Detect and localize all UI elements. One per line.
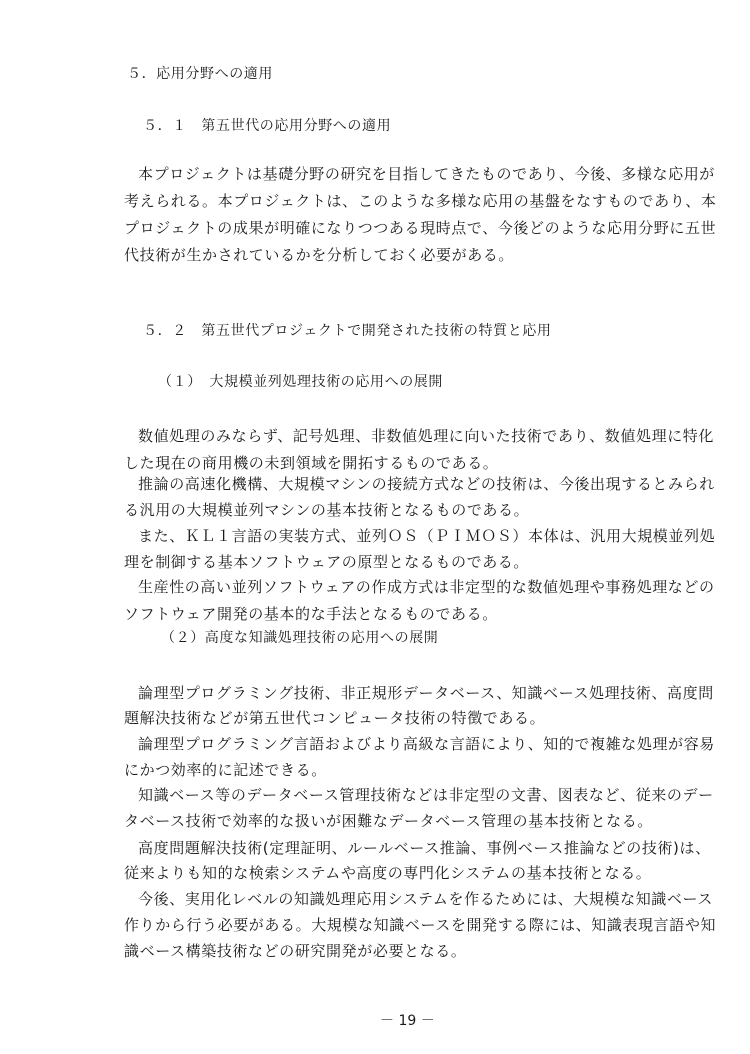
paragraph-line: 今後、実用化レベルの知識処理応用システムを作るためには、大規模な知識ベース bbox=[138, 890, 713, 908]
paragraph-line: 推論の高速化機構、大規模マシンの接続方式などの技術は、今後出現するとみられ bbox=[138, 475, 715, 493]
section-heading-5-2: ５．２ 第五世代プロジェクトで開発された技術の特質と応用 bbox=[143, 323, 552, 339]
paragraph-line: 代技術が生かされているかを分析しておく必要がある。 bbox=[124, 246, 515, 264]
paragraph-line: また、ＫＬ１言語の実装方式、並列ＯＳ（ＰＩＭＯＳ）本体は、汎用大規模並列処 bbox=[138, 527, 716, 545]
paragraph-line: 従来よりも知的な検索システムや高度の専門化システムの基本技術となる。 bbox=[124, 864, 652, 882]
section-heading-5-1: ５．１ 第五世代の応用分野への適用 bbox=[143, 118, 392, 134]
paragraph-line: る汎用の大規模並列マシンの基本技術となるものである。 bbox=[124, 501, 530, 519]
page-number: － 19 － bbox=[380, 1013, 435, 1029]
paragraph-line: 題解決技術などが第五世代コンピュータ技術の特徴である。 bbox=[124, 709, 546, 727]
paragraph-line: プロジェクトの成果が明確になりつつある現時点で、今後どのような応用分野に五世 bbox=[124, 219, 717, 237]
paragraph-line: タベース技術で効率的な扱いが困難なデータベース管理の基本技術となる。 bbox=[124, 812, 653, 830]
paragraph-line: 生産性の高い並列ソフトウェアの作成方式は非定型的な数値処理や事務処理などの bbox=[138, 578, 715, 596]
paragraph-line: 数値処理のみならず、記号処理、非数値処理に向いた技術であり、数値処理に特化 bbox=[138, 427, 715, 445]
paragraph-line: 論理型プログラミング技術、非正規形データベース、知識ベース処理技術、高度問 bbox=[138, 684, 714, 702]
paragraph-line: 知識ベース等のデータベース管理技術などは非定型の文書、図表など、従来のデー bbox=[138, 786, 714, 804]
paragraph-line: 識ベース構築技術などの研究開発が必要となる。 bbox=[124, 942, 467, 960]
paragraph-line: ソフトウェア開発の基本的な手法となるものである。 bbox=[124, 605, 498, 623]
paragraph-line: 論理型プログラミング言語およびより高級な言語により、知的で複雑な処理が容易 bbox=[138, 735, 715, 753]
paragraph-line: 理を制御する基本ソフトウェアの原型となるものである。 bbox=[124, 553, 530, 571]
paragraph-line: 高度問題解決技術(定理証明、ルールベース推論、事例ベース推論などの技術)は、 bbox=[138, 839, 711, 857]
paragraph-line: した現在の商用機の未到領域を開拓するものである。 bbox=[124, 454, 499, 472]
paragraph-line: にかつ効率的に記述できる。 bbox=[124, 761, 327, 779]
subsection-heading-2: （２）高度な知識処理技術の応用への展開 bbox=[161, 630, 439, 646]
paragraph-line: 考えられる。本プロジェクトは、このような多様な応用の基盤をなすものであり、本 bbox=[124, 192, 717, 210]
paragraph-line: 作りから行う必要がある。大規模な知識ベースを開発する際には、知識表現言語や知 bbox=[124, 916, 717, 934]
subsection-heading-1: （１） 大規模並列処理技術の応用への展開 bbox=[158, 374, 443, 390]
paragraph-line: 本プロジェクトは基礎分野の研究を目指してきたものであり、今後、多様な応用が bbox=[138, 165, 715, 183]
section-heading-5: ５．応用分野への適用 bbox=[127, 66, 273, 82]
